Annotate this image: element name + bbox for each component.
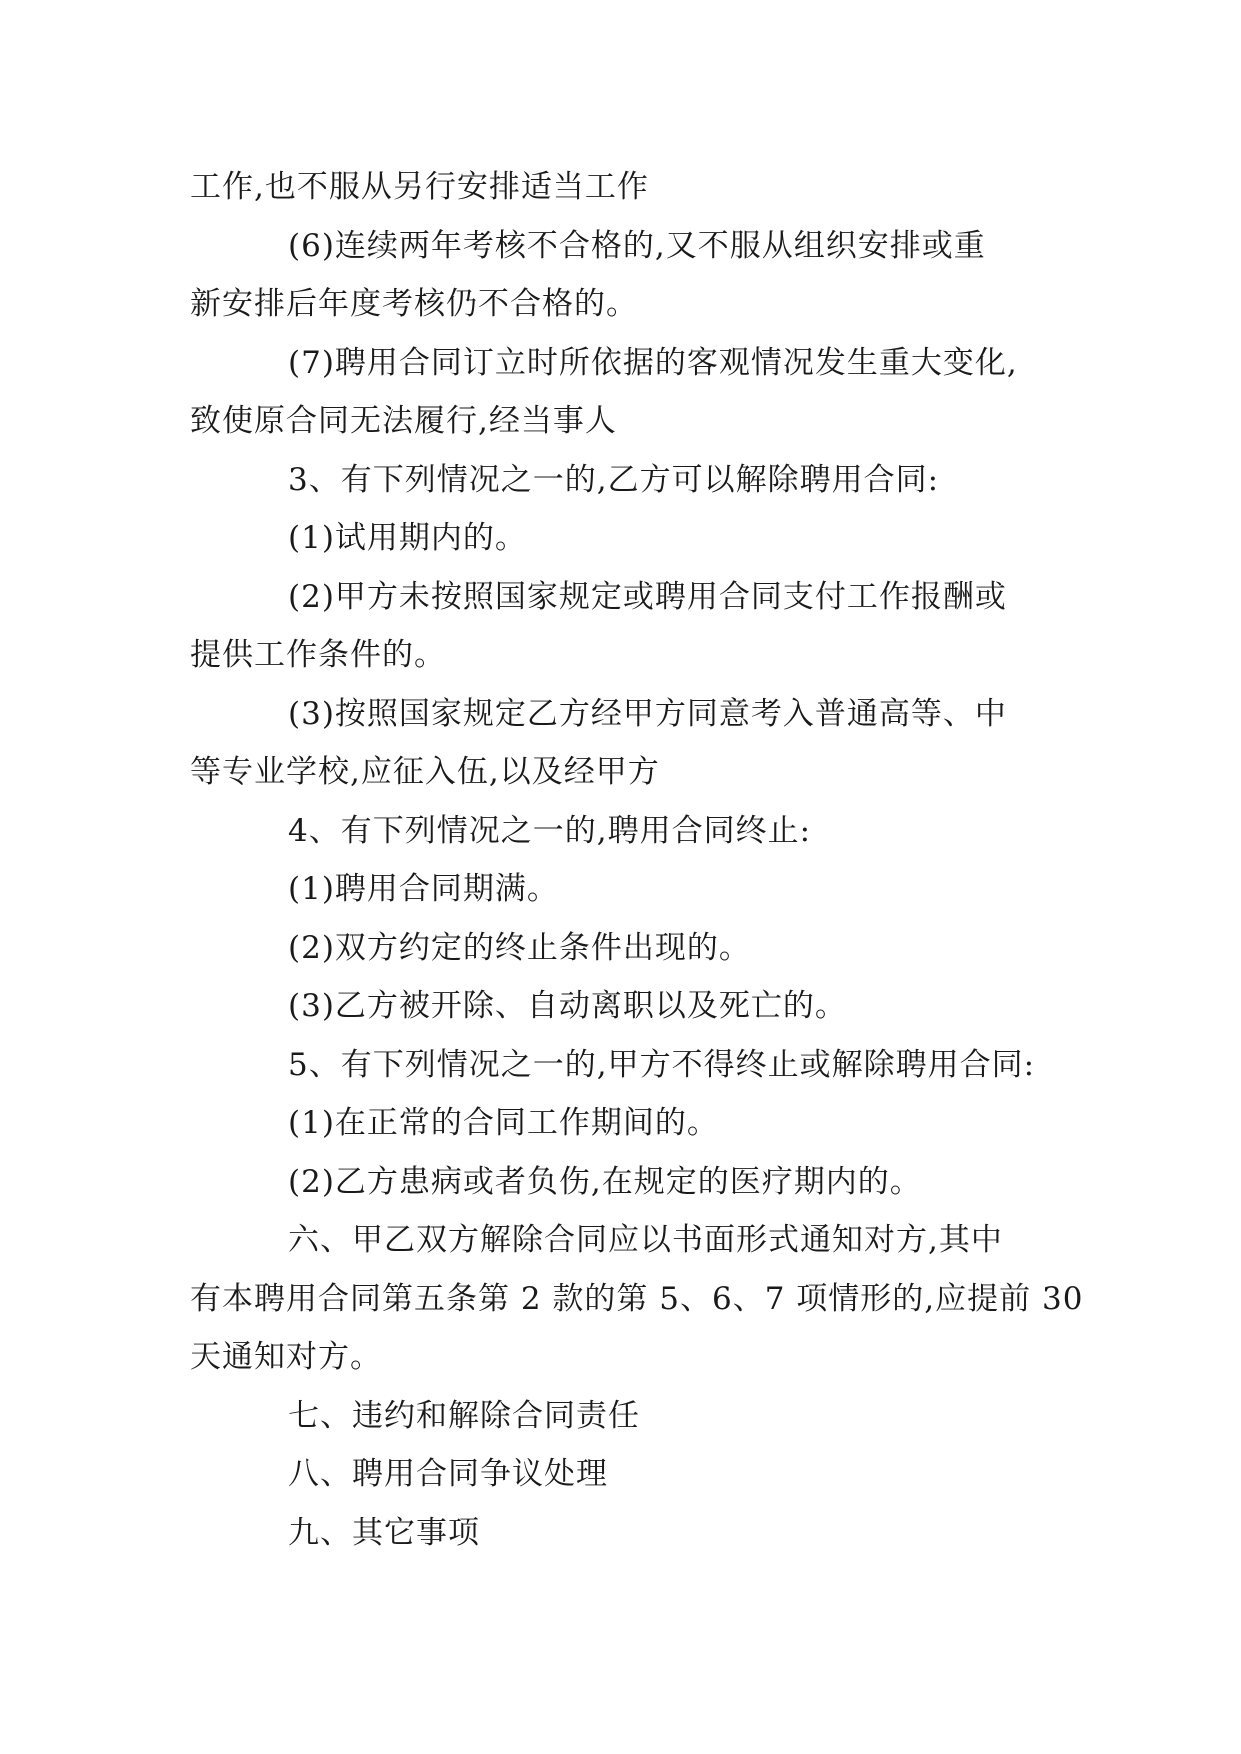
text-line: (1)在正常的合同工作期间的。 — [288, 1105, 719, 1141]
text-line: 3、有下列情况之一的,乙方可以解除聘用合同: — [288, 461, 940, 498]
text-line: (3)乙方被开除、自动离职以及死亡的。 — [288, 988, 847, 1024]
text-line: (2)乙方患病或者负伤,在规定的医疗期内的。 — [288, 1163, 922, 1200]
text-line: 工作,也不服从另行安排适当工作 — [190, 169, 649, 205]
text-line: (6)连续两年考核不合格的,又不服从组织安排或重 — [288, 227, 986, 264]
text-line: (2)甲方未按照国家规定或聘用合同支付工作报酬或 — [288, 578, 1007, 615]
text-line: (2)双方约定的终止条件出现的。 — [288, 929, 751, 966]
text-line: 新安排后年度考核仍不合格的。 — [190, 286, 638, 322]
text-line: 七、违约和解除合同责任 — [288, 1397, 640, 1434]
text-line: 4、有下列情况之一的,聘用合同终止: — [288, 812, 812, 849]
text-line: 天通知对方。 — [190, 1339, 382, 1375]
text-line: 有本聘用合同第五条第 2 款的第 5、6、7 项情形的,应提前 30 — [190, 1280, 1084, 1317]
text-line: 等专业学校,应征入伍,以及经甲方 — [190, 754, 660, 790]
text-line: 5、有下列情况之一的,甲方不得终止或解除聘用合同: — [288, 1046, 1036, 1083]
text-line: (7)聘用合同订立时所依据的客观情况发生重大变化, — [288, 344, 1018, 381]
text-line: 九、其它事项 — [288, 1514, 480, 1551]
text-line: (1)试用期内的。 — [288, 520, 527, 556]
text-line: 致使原合同无法履行,经当事人 — [190, 403, 617, 439]
text-line: (3)按照国家规定乙方经甲方同意考入普通高等、中 — [288, 695, 1007, 732]
document-body — [190, 158, 1084, 1562]
text-line: 六、甲乙双方解除合同应以书面形式通知对方,其中 — [288, 1222, 1003, 1258]
text-line: 提供工作条件的。 — [190, 637, 446, 673]
text-line: 八、聘用合同争议处理 — [288, 1456, 608, 1492]
text-line: (1)聘用合同期满。 — [288, 871, 559, 907]
